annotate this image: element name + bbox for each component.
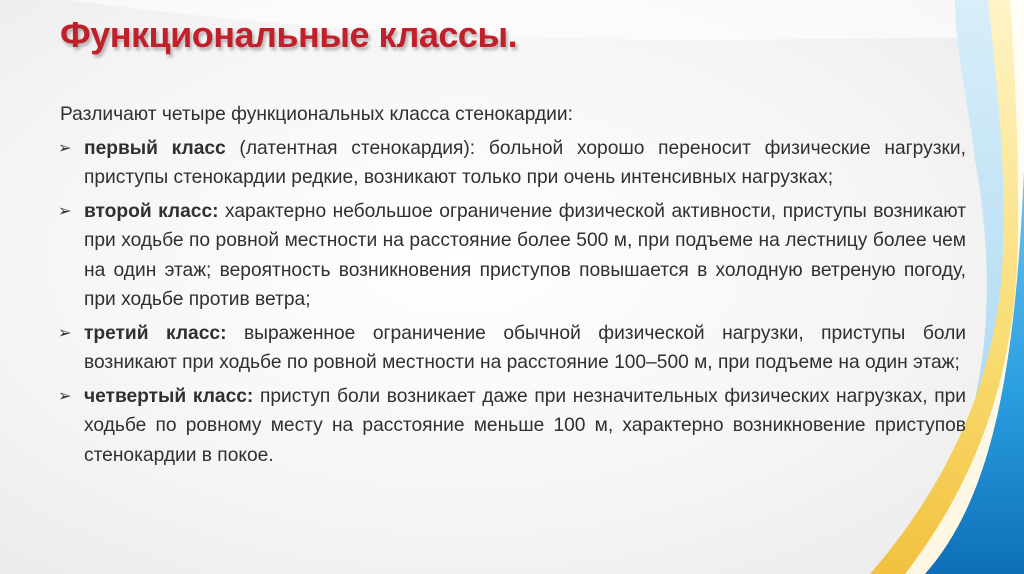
list-item [58,382,966,471]
item-text: (латентная стенокардия): больной хорошо переносит физические нагрузки, приступы стенокардии редкие, возникают только при очень интенсивных нагрузках; [84,137,966,188]
item-term: четвертый класс: [84,385,254,407]
arrow-bullet-icon: ➢ [58,139,72,157]
intro-text: Различают четыре функциональных класса стенокардии: [60,104,573,125]
class-list [58,134,966,471]
slide-title: Функциональные классы. [60,14,518,55]
item-term: второй класс: [84,200,219,222]
slide-body [58,100,966,474]
list-item [58,319,966,378]
item-term: третий класс: [84,322,227,344]
arrow-bullet-icon: ➢ [58,202,72,220]
list-item [58,197,966,315]
item-term: первый класс [84,137,226,159]
list-item [58,134,966,193]
arrow-bullet-icon: ➢ [58,387,72,405]
item-text: приступ боли возникает даже при незначительных физических нагрузках, при ходьбе по ровному месту на расстояние меньше 100 м, характерно возникновение приступов стенокардии в покое. [84,385,966,466]
item-text: характерно небольшое ограничение физической активности, приступы возникают при ходьбе по ровной местности на расстояние более 500 м, при подъеме на лестницу более чем на один этаж; вероятность возникновения приступов повышается в холодную ветреную погоду, при ходьбе против ветра; [84,200,966,310]
arrow-bullet-icon: ➢ [58,324,72,342]
item-text: выраженное ограничение обычной физической нагрузки, приступы боли возникают при ходьбе по ровной местности на расстояние 100–500 м, при подъеме на один этаж; [84,322,966,373]
